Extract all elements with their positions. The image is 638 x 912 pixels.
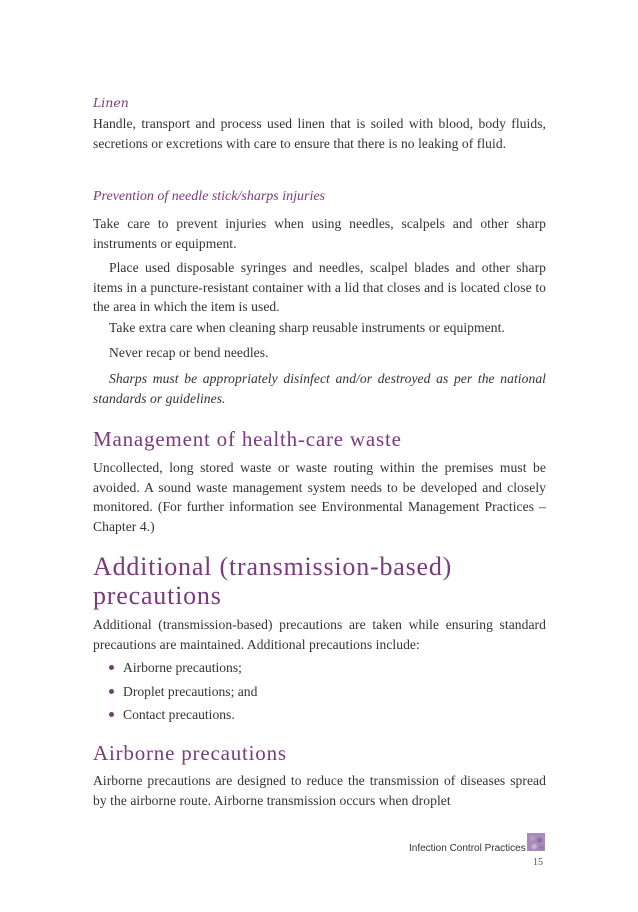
list-item: Contact precautions. — [93, 703, 546, 727]
airborne-text: Airborne precautions are designed to reduce the transmission of diseases spread by the airborne route. Airborne transmission occurs when droplet — [93, 773, 546, 808]
needlestick-heading: Prevention of needle stick/sharps injuries — [93, 189, 325, 204]
precautions-list — [93, 656, 546, 727]
footer-decoration-icon — [527, 833, 545, 851]
needlestick-paragraph-2: Place used disposable syringes and needles, scalpel blades and other sharp items in a puncture-resistant container with a lid that closes and is located close to the area in which the item is used. — [93, 260, 546, 315]
airborne-heading: Airborne precautions — [93, 741, 287, 765]
additional-heading — [93, 552, 546, 610]
needlestick-paragraph-5: Sharps must be appropriately disinfect and/or destroyed as per the national standards or guidelines. — [93, 371, 546, 406]
linen-text: Handle, transport and process used linen that is soiled with blood, body fluids, secretions or excretions with care to ensure that there is no leaking of fluid. — [93, 116, 546, 151]
bullet-icon — [109, 689, 114, 694]
page-number: 15 — [533, 857, 543, 868]
footer-label: Infection Control Practices — [409, 843, 526, 854]
needlestick-paragraph-3: Take extra care when cleaning sharp reusable instruments or equipment. — [109, 320, 505, 335]
needlestick-paragraph-1: Take care to prevent injuries when using needles, scalpels and other sharp instruments or equipment. — [93, 216, 546, 251]
waste-heading: Management of health-care waste — [93, 427, 402, 451]
waste-text: Uncollected, long stored waste or waste routing within the premises must be avoided. A sound waste management system needs to be developed and closely monitored. (For further information see Environmental Management Practices – Chapter 4.) — [93, 460, 546, 534]
additional-text: Additional (transmission-based) precautions are taken while ensuring standard precautions are maintained. Additional precautions include: — [93, 617, 546, 652]
list-item: Airborne precautions; — [93, 656, 546, 680]
needlestick-paragraph-4: Never recap or bend needles. — [109, 345, 269, 360]
bullet-icon — [109, 712, 114, 717]
list-item: Droplet precautions; and — [93, 680, 546, 704]
additional-heading-line-2: precautions — [93, 581, 222, 610]
bullet-icon — [109, 665, 114, 670]
linen-heading: Linen — [93, 95, 129, 110]
additional-heading-line-1: Additional (transmission-based) — [93, 552, 453, 581]
